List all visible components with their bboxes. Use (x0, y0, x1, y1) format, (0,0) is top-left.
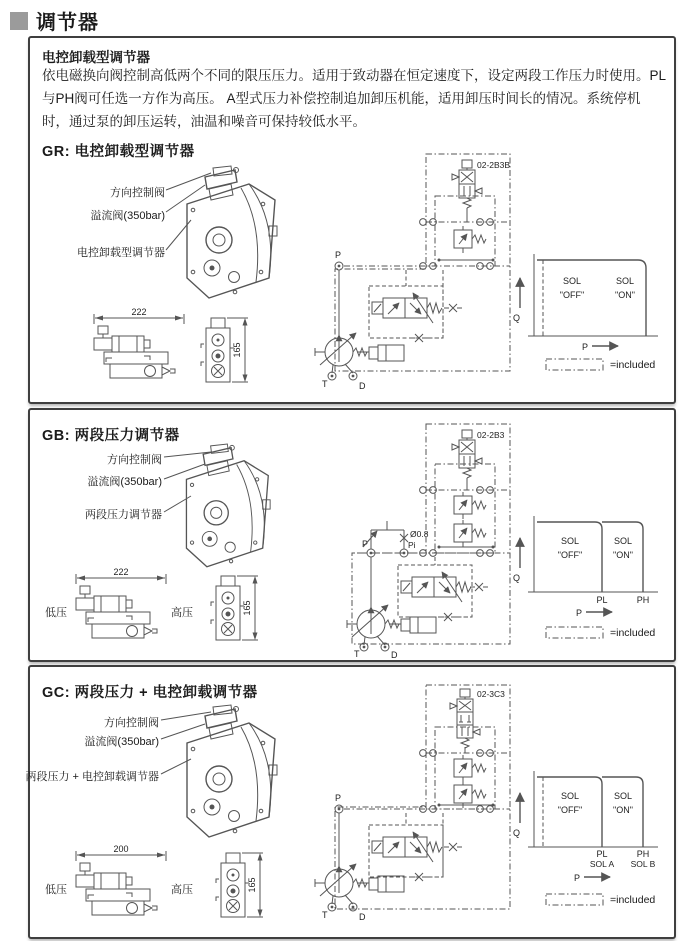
pump-illustration (75, 164, 290, 299)
included-legend-text: =included (610, 359, 656, 371)
callout-regulator: 两段压力 + 电控卸载调节器 (25, 771, 159, 783)
pq-chart-gc (510, 765, 662, 890)
relief-valve-low-symbol (454, 755, 486, 782)
port-p-label: P (335, 250, 342, 260)
orifice-label: Ø0.8 (410, 529, 429, 539)
intro-heading: 电控卸载型调节器 (42, 50, 150, 65)
port-pi-label: Pi (408, 540, 416, 550)
relief-valve-symbol (454, 226, 486, 253)
callout-direction-valve: 方向控制阀 (110, 187, 165, 199)
pump-iso-drawing (187, 705, 277, 837)
port-d (349, 372, 357, 380)
chart-tick-sol-a: SOL A (589, 859, 615, 869)
chart-y-axis-label: Q (513, 573, 521, 583)
dim-height-label: 165 (232, 342, 242, 358)
header-square-bullet-icon (10, 12, 28, 30)
solenoid-valve-symbol (450, 689, 480, 748)
dim-height-label: 165 (247, 877, 257, 893)
section-gc-box (25, 665, 676, 939)
chart-tick-sol-b: SOL B (630, 859, 656, 869)
page-title: 调节器 (36, 12, 99, 34)
port-t (328, 372, 336, 380)
section-gc-title: GC: 两段压力 + 电控卸载调节器 (42, 685, 258, 701)
callout-direction-valve: 方向控制阀 (104, 717, 159, 729)
dimension-front-view (74, 566, 169, 646)
valve-model-label: 02-3C3 (477, 689, 505, 699)
pump-symbol (347, 605, 399, 645)
callout-direction-valve: 方向控制阀 (107, 454, 162, 466)
dimension-side-view (215, 849, 271, 925)
pump-symbol (315, 864, 367, 904)
port-p (335, 262, 343, 270)
chart-sol-on-2: "ON" (615, 290, 635, 300)
port-p (335, 805, 343, 813)
port-d (349, 903, 357, 911)
chart-y-axis-label: Q (513, 313, 521, 323)
page-header (10, 6, 99, 35)
callout-relief-valve: 溢流阀(350bar) (84, 736, 159, 748)
low-pressure-label: 低压 (45, 884, 67, 896)
relief-valve-low-symbol (454, 492, 486, 519)
front-view-drawing (76, 574, 166, 638)
chart-sol-off-2: "OFF" (559, 290, 585, 300)
included-legend-box (545, 893, 605, 907)
high-pressure-label: 高压 (171, 884, 193, 896)
port-p-label: P (362, 539, 369, 549)
included-legend (545, 358, 655, 372)
dim-height-label: 165 (242, 600, 252, 616)
intro-body: 依电磁换向阀控制高低两个不同的限压压力。适用于致动器在恒定速度下，设定两段工作压力时使用。PL与PH阀可任选一方作为高压。 A型式压力补偿控制追加卸压机能，适用卸压时间长的情况。系统停机时，通过泵的卸压运转，油温和噪音可保持较低水平。 (42, 68, 667, 130)
directional-valve-symbol (372, 832, 442, 862)
chart-sol-on-1: SOL (615, 276, 635, 286)
port-d-label: D (359, 912, 366, 922)
dim-width-label: 222 (113, 567, 129, 577)
low-pressure-label: 低压 (45, 607, 67, 619)
section-gr-box (28, 36, 676, 404)
chart-tick-pl: PL (596, 595, 608, 605)
pump-iso-drawing (186, 444, 270, 567)
pq-chart-gr (510, 246, 662, 354)
callout-relief-valve: 溢流阀(350bar) (90, 210, 165, 222)
chart-tick-ph: PH (636, 849, 650, 859)
front-view-drawing (76, 851, 166, 915)
high-pressure-label: 高压 (171, 607, 193, 619)
dimension-front-view (74, 843, 169, 923)
included-legend-text: =included (610, 894, 656, 906)
chart-sol-on-1: SOL (613, 536, 633, 546)
chart-tick-ph: PH (636, 595, 650, 605)
relief-valve-high-symbol (454, 781, 486, 808)
port-t-label: T (354, 649, 360, 659)
callout-regulator: 电控卸载型调节器 (77, 247, 165, 259)
chart-x-axis-label: P (582, 342, 589, 352)
valve-model-label: 02-2B3 (477, 430, 505, 440)
callout-relief-valve: 溢流阀(350bar) (87, 476, 162, 488)
front-view-drawing (94, 314, 184, 378)
callout-regulator: 两段压力调节器 (85, 509, 162, 521)
included-legend-text: =included (610, 627, 656, 639)
pq-chart-gb (510, 510, 662, 622)
section-gb-box (28, 408, 676, 662)
pump-iso-drawing (187, 166, 277, 298)
chart-x-axis-label: P (574, 873, 581, 883)
pump-illustration (75, 444, 290, 574)
chart-sol-on-2: "ON" (613, 550, 633, 560)
dimension-side-view (200, 314, 256, 390)
included-legend (545, 626, 655, 640)
section-gb-title: GB: 两段压力调节器 (42, 428, 180, 444)
relief-valve-high-symbol (454, 520, 486, 547)
included-legend-box (545, 626, 605, 640)
dim-width-label: 200 (113, 844, 129, 854)
port-t-label: T (322, 379, 328, 389)
chart-tick-pl: PL (596, 849, 608, 859)
dim-width-label: 222 (131, 307, 147, 317)
port-p-label: P (335, 793, 342, 803)
chart-y-axis-label: Q (513, 828, 521, 838)
included-legend-box (545, 358, 605, 372)
port-t-label: T (322, 910, 328, 920)
valve-model-label: 02-2B3B (477, 160, 511, 170)
dimension-front-view (92, 306, 187, 386)
chart-sol-off-1: SOL (560, 791, 580, 801)
port-d-label: D (391, 650, 398, 660)
chart-sol-on-2: "ON" (613, 805, 633, 815)
section-gr-title: GR: 电控卸载型调节器 (42, 144, 195, 160)
directional-valve-symbol (401, 572, 471, 602)
chart-sol-on-1: SOL (613, 791, 633, 801)
chart-sol-off-1: SOL (562, 276, 582, 286)
dimension-side-view (210, 572, 266, 648)
chart-sol-off-1: SOL (560, 536, 580, 546)
pump-symbol (315, 333, 367, 373)
chart-sol-off-2: "OFF" (557, 550, 583, 560)
chart-sol-off-2: "OFF" (557, 805, 583, 815)
pump-illustration (75, 703, 290, 838)
directional-valve-symbol (372, 293, 442, 323)
chart-x-axis-label: P (576, 608, 583, 618)
included-legend (545, 893, 655, 907)
port-d-label: D (359, 381, 366, 391)
